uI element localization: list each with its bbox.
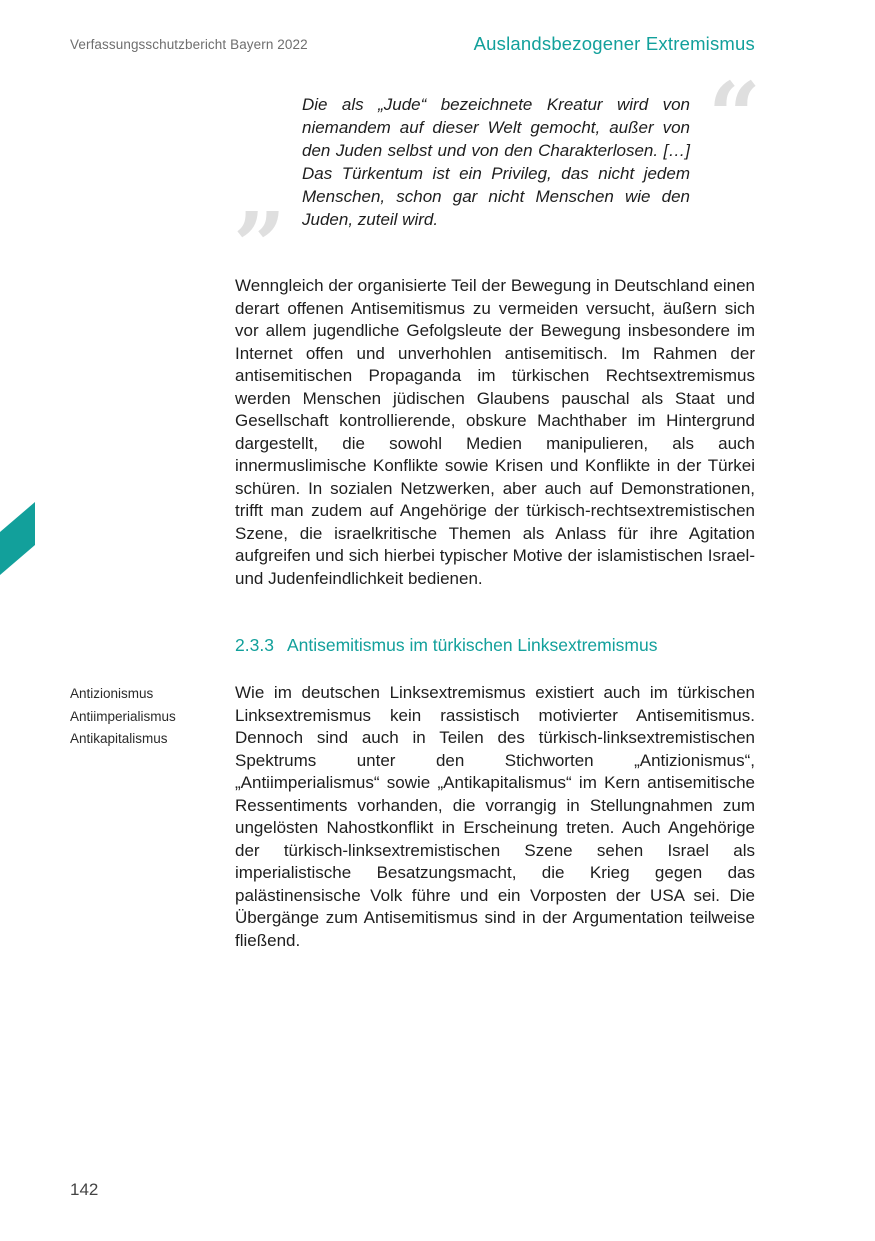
chapter-title: Auslandsbezogener Extremismus [473,33,755,54]
page-number: 142 [70,1180,99,1199]
section-title: Antisemitismus im türkischen Linksextremismus [286,635,658,655]
section-number: 2.3.3 [235,635,274,655]
margin-keyword-list [70,683,176,751]
body-paragraph: Wie im deutschen Linksextremismus existiert auch im türkischen Linksextremismus kein rassistisch motivierter Antisemitismus. Dennoch sind auch in Teilen des türkisch-linksextremistischen Spektrums unter den Stichworten „Antizionismus“, „Antiimperialismus“ sowie „Antikapitalismus“ im Kern antisemitische Ressentiments vorhanden, die vorrangig in Stellungnahmen zum ungelösten Nahostkonflikt in Erscheinung treten. Auch Angehörige der türkisch-linksextremistischen Szene sehen Israel als imperialistische Besatzungsmacht, die Krieg gegen das palästinensische Volk führe und ein Vorposten der USA sei. Die Übergänge zum Antisemitismus sind in der Argumentation teilweise fließend. [235,683,755,950]
chapter-side-tab [0,502,35,575]
closing-quote-mark-icon: ” [233,192,286,300]
section-heading [235,635,657,656]
opening-quote-mark-icon: “ [708,62,761,170]
margin-keyword: Antikapitalismus [70,731,168,746]
margin-keyword: Antiimperialismus [70,708,176,724]
margin-keyword: Antizionismus [70,686,154,701]
running-header-title: Verfassungsschutzbericht Bayern 2022 [70,37,308,52]
pull-quote: Die als „Jude“ bezeichnete Kreatur wird von niemandem auf dieser Welt gemocht, außer von den Juden selbst und von den Charakterlosen. […] Das Türkentum ist ein Privileg, das nicht jedem Menschen, schon gar nicht Menschen wie den Juden, zuteil wird. [302,95,690,229]
body-paragraph: Wenngleich der organisierte Teil der Bewegung in Deutschland einen derart offenen Antisemitismus zu vermeiden versucht, äußern sich vor allem jugendliche Gefolgsleute der Bewegung insbesondere im Internet offen und unverhohlen antisemitisch. Im Rahmen der antisemitischen Propaganda im türkischen Rechtsextremismus werden Menschen jüdischen Glaubens pauschal als Staat und Gesellschaft kontrollierende, obskure Machthaber im Hintergrund dargestellt, die sowohl Medien manipulieren, als auch innermuslimische Konflikte sowie Krisen und Konflikte in der Türkei schüren. In sozialen Netzwerken, aber auch auf Demonstrationen, trifft man zudem auf Angehörige der türkisch-rechtsextremistischen Szene, die israelkritische Themen als Anlass für ihre Agitation aufgreifen und sich hierbei typischer Motive der islamistischen Israel- und Judenfeindlichkeit bedienen. [235,276,755,588]
